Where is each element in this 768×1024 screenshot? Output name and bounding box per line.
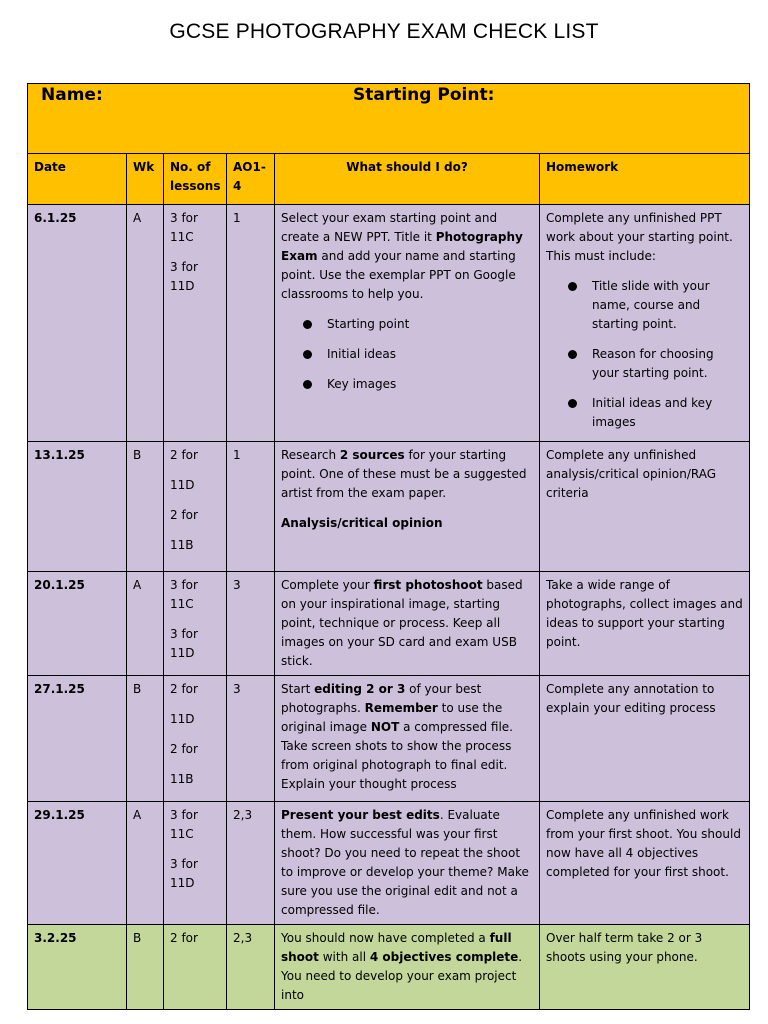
row-ao: 2,3 — [227, 925, 275, 1010]
lesson-line: 11D — [170, 478, 195, 492]
list-item: Key images — [303, 375, 533, 394]
lesson-line: 3 for 11C — [170, 578, 198, 611]
checklist-table — [27, 83, 750, 1010]
row-homework: Take a wide range of photographs, collect images and ideas to support your starting point. — [540, 572, 750, 676]
row-homework: Over half term take 2 or 3 shoots using your phone. — [540, 925, 750, 1010]
list-item: Reason for choosing your starting point. — [568, 345, 743, 383]
row-date: 13.1.25 — [28, 442, 127, 572]
row-what: You should now have completed a full shoot with all 4 objectives complete. You need to develop your exam project into — [275, 925, 540, 1010]
table-row — [28, 442, 750, 572]
row-lessons — [164, 572, 227, 676]
starting-point-label: Starting Point: — [353, 85, 495, 105]
table-row — [28, 676, 750, 802]
row-wk: B — [127, 442, 164, 572]
row-homework: Complete any annotation to explain your editing process — [540, 676, 750, 802]
lesson-line: 11B — [170, 538, 194, 552]
lesson-line: 3 for 11D — [170, 627, 198, 660]
row-ao: 1 — [227, 442, 275, 572]
row-homework: Complete any unfinished PPT work about your starting point. This must include: Title slide with your name, course and starting point. Reason for choosing your starting point. Initial ideas and key images — [540, 205, 750, 442]
col-wk: Wk — [127, 154, 164, 205]
col-what: What should I do? — [275, 154, 540, 205]
col-date: Date — [28, 154, 127, 205]
row-date: 20.1.25 — [28, 572, 127, 676]
list-item: Initial ideas — [303, 345, 533, 364]
lesson-line: 2 for — [170, 448, 198, 462]
row-wk: A — [127, 205, 164, 442]
row-homework: Complete any unfinished analysis/critical opinion/RAG criteria — [540, 442, 750, 572]
row-lessons — [164, 802, 227, 925]
row-ao: 2,3 — [227, 802, 275, 925]
row-ao: 1 — [227, 205, 275, 442]
list-item: Starting point — [303, 315, 533, 334]
lesson-line: 2 for — [170, 742, 198, 756]
homework-bullet-list — [546, 277, 743, 432]
row-lessons — [164, 205, 227, 442]
row-ao: 3 — [227, 676, 275, 802]
bullet-icon — [568, 350, 577, 359]
table-row — [28, 802, 750, 925]
row-ao: 3 — [227, 572, 275, 676]
bullet-icon — [568, 282, 577, 291]
row-wk: B — [127, 676, 164, 802]
row-homework: Complete any unfinished work from your first shoot. You should now have all 4 objectives completed for your first shoot. — [540, 802, 750, 925]
col-ao: AO1-4 — [227, 154, 275, 205]
col-homework: Homework — [540, 154, 750, 205]
row-wk: A — [127, 572, 164, 676]
row-wk: B — [127, 925, 164, 1010]
lesson-line: 3 for 11D — [170, 260, 198, 293]
name-label: Name: — [41, 85, 103, 105]
lesson-line: 3 for 11C — [170, 211, 198, 244]
page-title: GCSE PHOTOGRAPHY EXAM CHECK LIST — [169, 20, 599, 43]
row-what: Present your best edits. Evaluate them. How successful was your first shoot? Do you need to repeat the shoot to improve or develop your theme? Make sure you use the original edit and not a compressed file. — [275, 802, 540, 925]
lesson-line: 2 for — [170, 682, 198, 696]
table-row — [28, 205, 750, 442]
row-lessons — [164, 676, 227, 802]
lesson-line: 2 for — [170, 931, 198, 945]
col-lessons: No. of lessons — [164, 154, 227, 205]
column-header-row — [28, 154, 750, 205]
lesson-line: 11B — [170, 772, 194, 786]
bullet-icon — [303, 380, 312, 389]
lesson-line: 2 for — [170, 508, 198, 522]
row-date: 29.1.25 — [28, 802, 127, 925]
row-what: Complete your first photoshoot based on your inspirational image, starting point, technique or process. Keep all images on your SD card and exam USB stick. — [275, 572, 540, 676]
row-date: 27.1.25 — [28, 676, 127, 802]
row-wk: A — [127, 802, 164, 925]
row-lessons — [164, 442, 227, 572]
row-date: 6.1.25 — [28, 205, 127, 442]
what-bullet-list — [281, 315, 533, 394]
row-what: Select your exam starting point and create a NEW PPT. Title it Photography Exam and add your name and starting point. Use the exemplar PPT on Google classrooms to help you. Starting point Initial ideas Key images — [275, 205, 540, 442]
row-what: Start editing 2 or 3 of your best photographs. Remember to use the original image NOT a compressed file. Take screen shots to show the process from original photograph to final edit. Explain your thought process — [275, 676, 540, 802]
lesson-line: 11D — [170, 712, 195, 726]
bullet-icon — [303, 320, 312, 329]
row-date: 3.2.25 — [28, 925, 127, 1010]
list-item: Title slide with your name, course and starting point. — [568, 277, 743, 334]
lesson-line: 3 for 11C — [170, 808, 198, 841]
lesson-line: 3 for 11D — [170, 857, 198, 890]
row-what: Research 2 sources for your starting point. One of these must be a suggested artist from the exam paper. Analysis/critical opinion — [275, 442, 540, 572]
row-lessons — [164, 925, 227, 1010]
table-row — [28, 925, 750, 1010]
name-row — [28, 84, 750, 154]
list-item: Initial ideas and key images — [568, 394, 743, 432]
bullet-icon — [568, 399, 577, 408]
table-row — [28, 572, 750, 676]
bullet-icon — [303, 350, 312, 359]
